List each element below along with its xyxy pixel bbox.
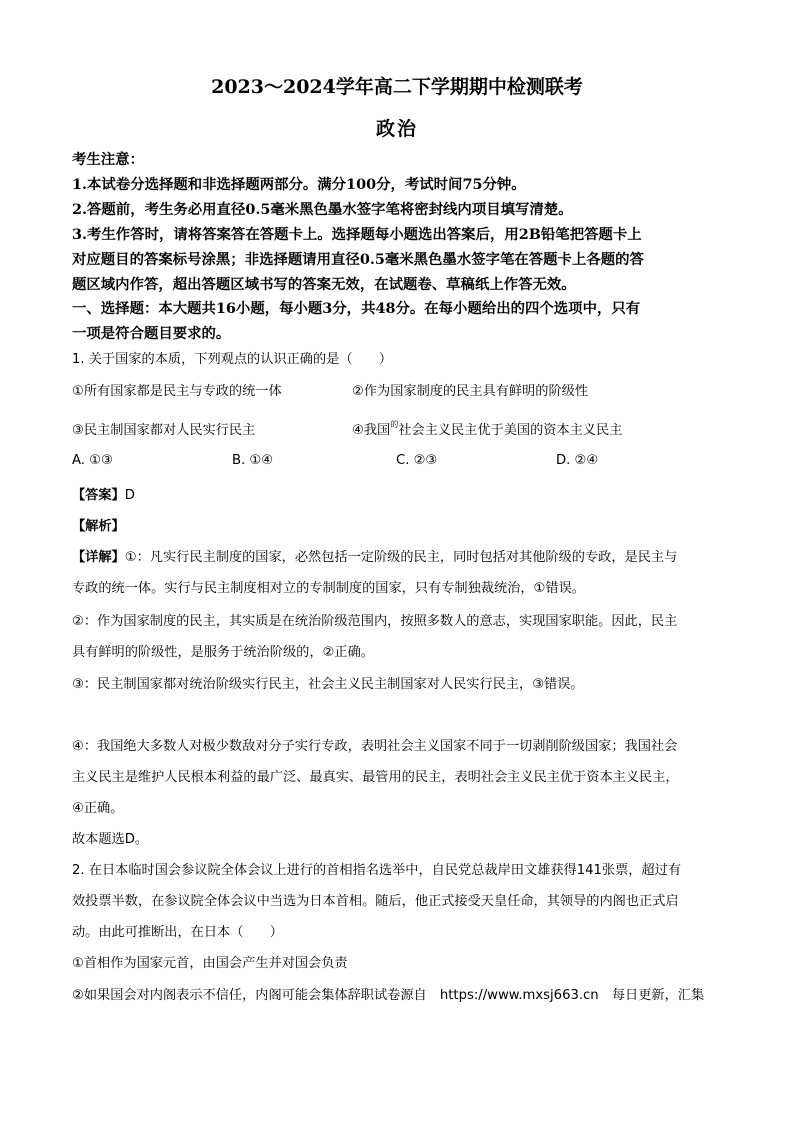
q2-stem-line-2: 效投票半数，在参议院全体会议中当选为日本首相。随后，他正式接受天皇任命，其领导的内阁也正式启 xyxy=(72,894,679,909)
section-heading-line-2: 一项是符合题目要求的。 xyxy=(72,325,231,342)
q2-statement-1: ①首相作为国家元首，由国会产生并对国会负责 xyxy=(72,956,348,971)
answer-label: 【答案】 xyxy=(72,488,125,503)
notice-item-2: 2.答题前，考生务必用直径0.5毫米黑色墨水签字笔将密封线内项目填写清楚。 xyxy=(72,201,573,218)
notice-item-3-line-2: 对应题目的答案标号涂黑；非选择题请用直径0.5毫米黑色墨水签字笔在答题卡上各题的答 xyxy=(72,251,644,268)
q1-option-d: D. ②④ xyxy=(556,453,599,468)
q1-detail-2-line-1: ②：作为国家制度的民主，其实质是在统治阶级范围内，按照多数人的意志，实现国家职能。因此，民主 xyxy=(72,614,678,629)
answer-value: D xyxy=(124,488,135,503)
q1-option-a: A. ①③ xyxy=(72,453,113,468)
q1-answer xyxy=(72,484,722,503)
detail-1-text: ①：凡实行民主制度的国家，必然包括一定阶级的民主，同时包括对其他阶级的专政，是民主与 xyxy=(124,550,678,565)
q1-statement-4 xyxy=(352,419,622,438)
q1-statement-4-part-b: 社会主义民主优于美国的资本主义民主 xyxy=(398,423,623,438)
q1-option-c: C. ②③ xyxy=(396,453,438,468)
q1-conclusion: 故本题选D。 xyxy=(72,832,149,847)
q1-statement-2: ②作为国家制度的民主具有鲜明的阶级性 xyxy=(352,384,589,399)
q1-detail-1-line-2: 专政的统一体。实行与民主制度相对立的专制制度的国家，只有专制独裁统治，①错误。 xyxy=(72,581,585,596)
analysis-label: 【解析】 xyxy=(72,519,125,534)
notice-item-1: 1.本试卷分选择题和非选择题两部分。满分100分，考试时间75分钟。 xyxy=(72,176,526,193)
notice-item-3-line-3: 题区域内作答，超出答题区域书写的答案无效，在试题卷、草稿纸上作答无效。 xyxy=(72,276,576,293)
q1-detail-4-line-3: ④正确。 xyxy=(72,801,124,816)
q1-detail-1-line-1 xyxy=(72,546,722,565)
subject-title: 政治 xyxy=(375,118,418,140)
detail-label: 【详解】 xyxy=(72,550,125,565)
notice-item-3-line-1: 3.考生作答时，请将答案答在答题卡上。选择题每小题选出答案后，用2B铅笔把答题卡上 xyxy=(72,226,642,243)
q1-analysis xyxy=(72,515,722,534)
q1-statement-1: ①所有国家都是民主与专政的统一体 xyxy=(72,384,282,399)
q1-stem: 1. 关于国家的本质，下列观点的认识正确的是（ ） xyxy=(72,352,393,367)
q1-detail-3-line-1: ③：民主制国家都对统治阶级实行民主，社会主义民主制国家对人民实行民主，③错误。 xyxy=(72,677,584,692)
exam-title: 2023～2024学年高二下学期期中检测联考 xyxy=(211,76,583,98)
q2-statement-2: ②如果国会对内阁表示不信任，内阁可能会集体辞职试卷源自 https://www.mxsj663.cn 每日更新，汇集 xyxy=(72,988,705,1003)
q1-detail-4-line-2: 主义民主是维护人民根本利益的最广泛、最真实、最管用的民主，表明社会主义民主优于资本主义民主， xyxy=(72,770,679,785)
q1-detail-2-line-2: 具有鲜明的阶级性，是服务于统治阶级的，②正确。 xyxy=(72,645,374,660)
q1-statement-4-superscript: 的 xyxy=(390,420,399,429)
q1-statement-3: ③民主制国家都对人民实行民主 xyxy=(72,423,256,438)
q1-statement-4-part-a: ④我国 xyxy=(352,423,391,438)
q1-option-b: B. ①④ xyxy=(232,453,274,468)
section-heading-line-1: 一、选择题：本大题共16小题，每小题3分，共48分。在每小题给出的四个选项中，只有 xyxy=(72,300,641,317)
q2-stem-line-1: 2. 在日本临时国会参议院全体会议上进行的首相指名选举中，自民党总裁岸田文雄获得141张票，超过有 xyxy=(72,863,682,878)
q2-stem-line-3: 动。由此可推断出，在日本（ ） xyxy=(72,925,283,940)
notice-heading: 考生注意： xyxy=(72,151,144,168)
q1-detail-4-line-1: ④：我国绝大多数人对极少数敌对分子实行专政，表明社会主义国家不同于一切剥削阶级国家；我国社会 xyxy=(72,739,678,754)
